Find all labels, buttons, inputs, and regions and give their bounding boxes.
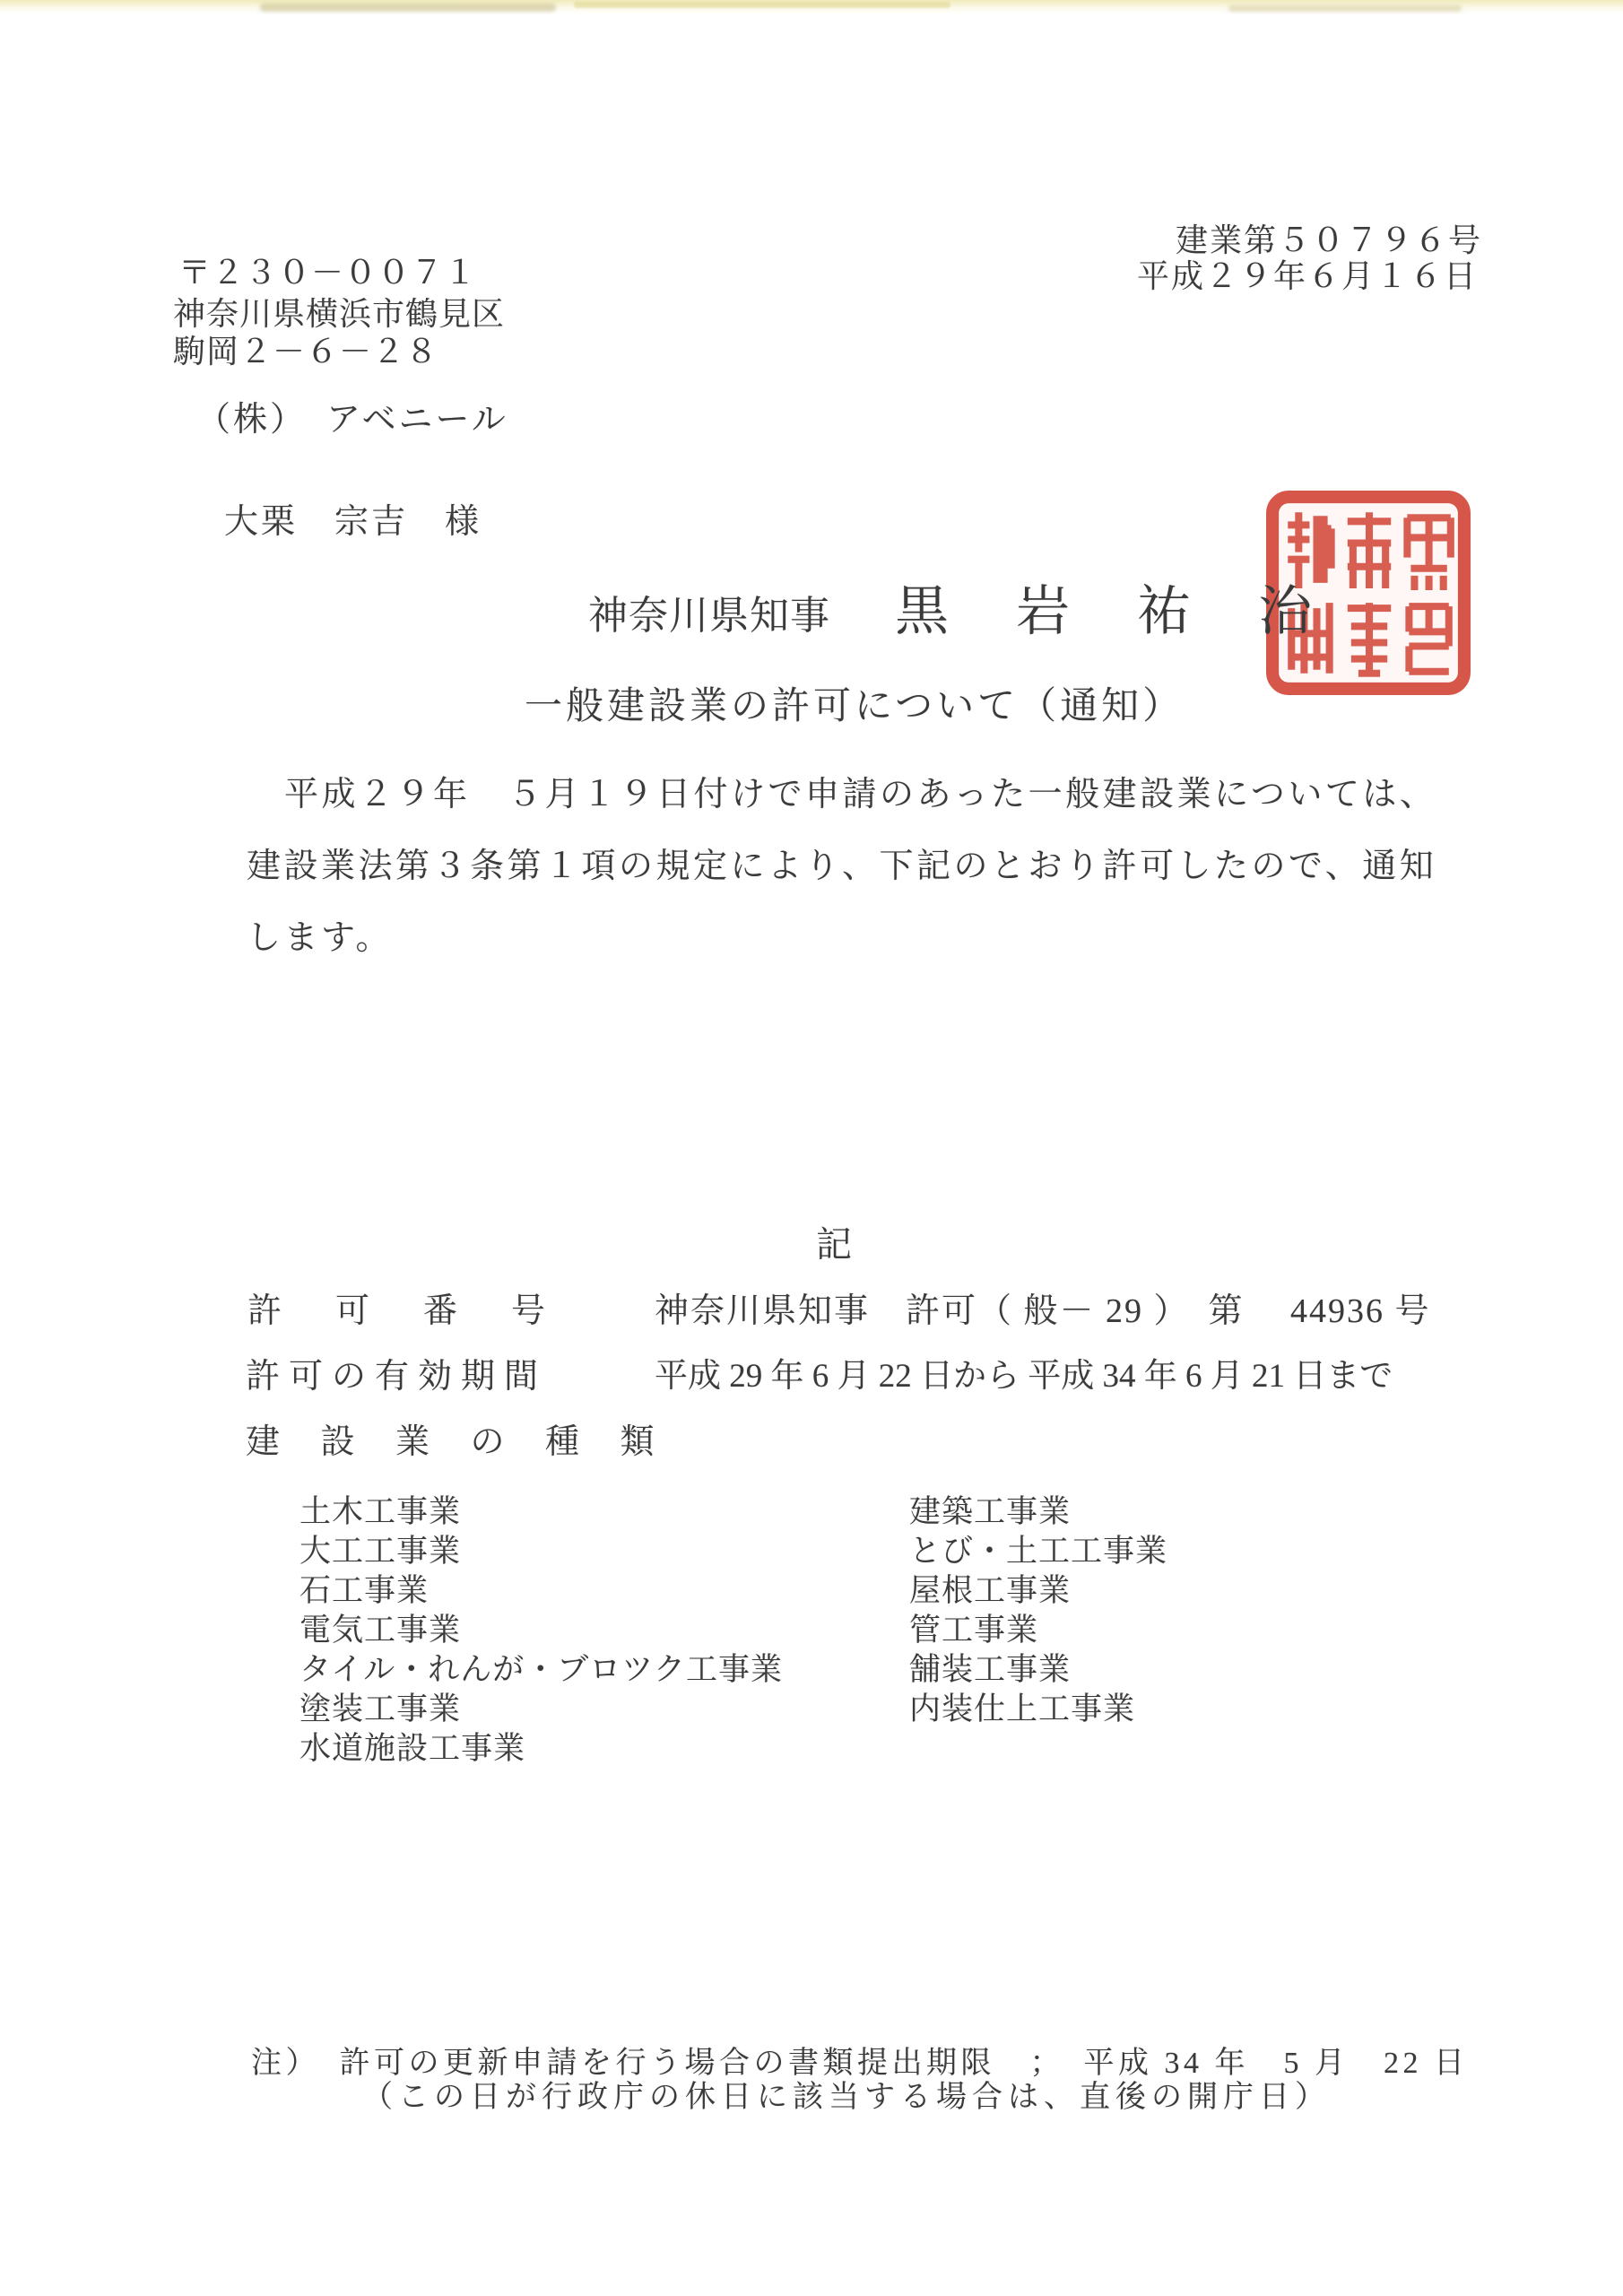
license-type-item: 土木工事業 bbox=[299, 1494, 462, 1529]
doc-number: 建業第５０７９６号 bbox=[1176, 222, 1483, 258]
license-types-right-column bbox=[909, 1492, 1167, 1729]
recipient-person: 大栗 宗吉 様 bbox=[224, 503, 482, 541]
body-line: 建設業法第３条第１項の規定により、下記のとおり許可したので、通知 bbox=[247, 848, 1437, 885]
license-type-item: 水道施設工事業 bbox=[299, 1731, 526, 1766]
scan-smear bbox=[1228, 5, 1462, 12]
scan-smear bbox=[574, 2, 950, 8]
recipient-postal-code: 〒２３０－００７１ bbox=[178, 255, 478, 291]
record-heading: 記 bbox=[816, 1224, 852, 1265]
validity-period-label: 許可の有効期間 bbox=[246, 1358, 548, 1396]
note-line1: 注） 許可の更新申請を行う場合の書類提出期限 ； 平成 34 年 5 月 22 日 bbox=[251, 2047, 1469, 2080]
scan-artifact-band bbox=[0, 0, 1623, 14]
permit-number-label: 許 可 番 号 bbox=[247, 1292, 556, 1330]
issuer-name: 黒岩祐治 bbox=[895, 582, 1379, 641]
body-line: 平成２９年 ５月１９日付けで申請のあった一般建設業については、 bbox=[284, 776, 1437, 813]
license-type-item: 電気工事業 bbox=[299, 1613, 462, 1648]
body-paragraph bbox=[247, 759, 1436, 974]
license-type-item: 塗装工事業 bbox=[299, 1692, 462, 1726]
recipient-company: （株） アベニール bbox=[196, 401, 508, 439]
recipient-address-line2: 駒岡２－６－２８ bbox=[173, 334, 439, 370]
license-type-item: 舗装工事業 bbox=[909, 1652, 1072, 1687]
business-types-label: 建 設 業 の 種 類 bbox=[246, 1423, 671, 1461]
license-type-item: 屋根工事業 bbox=[909, 1573, 1072, 1608]
license-type-item: 内装仕上工事業 bbox=[909, 1692, 1136, 1726]
license-type-item: 管工事業 bbox=[909, 1613, 1039, 1648]
subject-title: 一般建設業の許可について（通知） bbox=[525, 686, 1185, 727]
issue-date: 平成２９年６月１６日 bbox=[1137, 258, 1479, 294]
license-types-left-column bbox=[299, 1492, 783, 1769]
recipient-address-line1: 神奈川県横浜市鶴見区 bbox=[173, 296, 506, 332]
issuer-title: 神奈川県知事 bbox=[588, 594, 830, 638]
scan-smear bbox=[260, 4, 556, 12]
license-type-item: タイル・れんが・ブロツク工事業 bbox=[299, 1652, 783, 1687]
validity-period-value: 平成 29 年 6 月 22 日から 平成 34 年 6 月 21 日まで bbox=[655, 1358, 1393, 1395]
license-type-item: 建築工事業 bbox=[909, 1494, 1072, 1529]
body-line: します。 bbox=[247, 919, 393, 957]
license-type-item: 石工事業 bbox=[299, 1573, 430, 1608]
permit-number-value: 神奈川県知事 許可（ 般－ 29 ） 第 44936 号 bbox=[655, 1292, 1431, 1330]
license-type-item: とび・土工工事業 bbox=[909, 1534, 1168, 1569]
license-type-item: 大工工事業 bbox=[299, 1534, 462, 1569]
note-line2: （この日が行政庁の休日に該当する場合は、直後の開庁日） bbox=[362, 2081, 1331, 2114]
